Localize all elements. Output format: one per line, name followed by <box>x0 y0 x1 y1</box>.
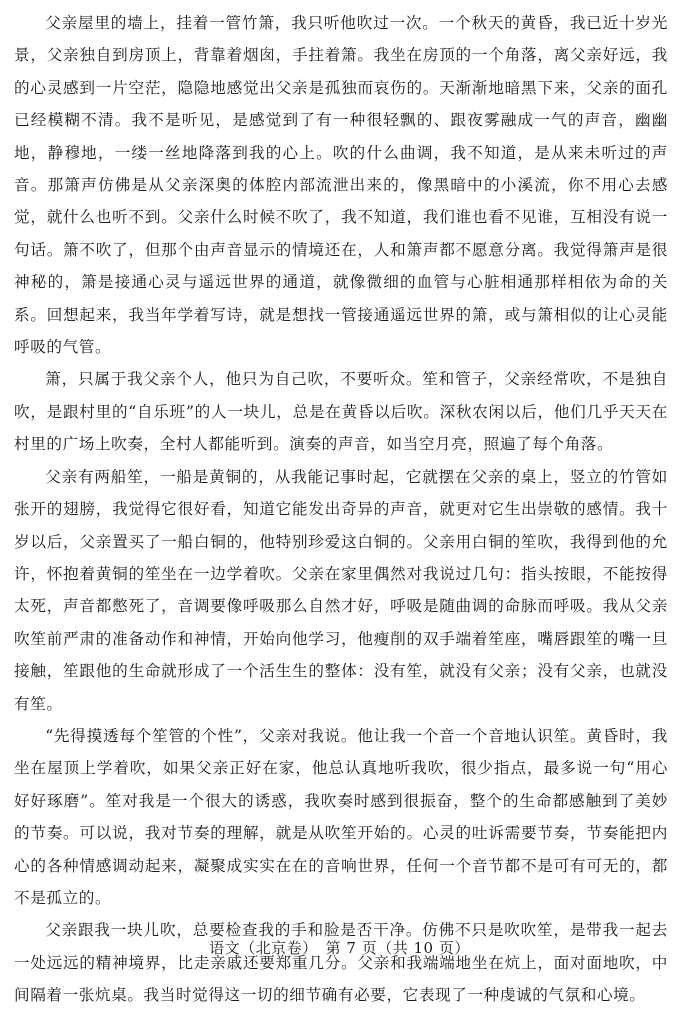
paragraph-1: 父亲屋里的墙上，挂着一管竹箫，我只听他吹过一次。一个秋天的黄昏，我已近十岁光景，父亲独自到房顶上，背靠着烟囱，手拄着箫。我坐在房顶的一个角落，离父亲好远，我的心灵感到一片空茫，隐隐地感觉出父亲是孤独而哀伤的。天渐渐地暗黑下来，父亲的面孔已经模糊不清。我不是听见，是感觉到了有一种很轻飘的、跟夜雾融成一气的声音，幽幽地，静穆地，一缕一丝地降落到我的心上。吹的什么曲调，我不知道，是从来未听过的声音。那箫声仿佛是从父亲深奥的体腔内部流泄出来的，像黑暗中的小溪流，你不用心去感觉，就什么也听不到。父亲什么时候不吹了，我不知道，我们谁也看不见谁，互相没有说一句话。箫不吹了，但那个由声音显示的情境还在，人和箫声都不愿意分离。我觉得箫声是很神秘的，箫是接通心灵与遥远世界的通道，就像微细的血管与心脏相通那样相依为命的关系。回想起来，我当年学着写诗，就是想找一管接通遥远世界的箫，或与箫相似的让心灵能呼吸的气管。 <box>14 14 668 357</box>
paragraph-2: 箫，只属于我父亲个人，他只为自己吹，不要听众。笙和管子，父亲经常吹，不是独自吹，是跟村里的“自乐班”的人一块儿，总是在黄昏以后吹。深秋农闲以后，他们几乎天天在村里的广场上吹奏，全村人都能听到。演奏的声音，如当空月亮，照遍了每个角落。 <box>14 370 668 454</box>
page-footer: 语文（北京卷） 第 7 页（共 10 页） <box>209 939 470 957</box>
article-body <box>14 7 668 1012</box>
paragraph-4: “先得摸透每个笙管的个性”，父亲对我说。他让我一个音一个音地认识笙。黄昏时，我坐在屋顶上学着吹，如果父亲正好在家，他总认真地听我吹，很少指点，最多说一句“用心好好琢磨”。笙对我是一个很大的诱惑，我吹奏时感到很振奋，整个的生命都感触到了美妙的节奏。可以说，我对节奏的理解，就是从吹笙开始的。心灵的吐诉需要节奏，节奏能把内心的各种情感调动起来，凝聚成实实在在的音响世界，任何一个音节都不是可有可无的，都不是孤立的。 <box>14 726 668 907</box>
paragraph-5: 父亲跟我一块儿吹，总要检查我的手和脸是否干净。仿佛不只是吹吹笙，是带我一起去一处远远的精神境界，比走亲戚还要郑重几分。父亲和我端端地坐在炕上，面对面地吹，中间隔着一张炕桌。我当时觉得这一切的细节确有必要，它表现了一种虔诚的气氛和心境。 <box>14 921 668 1005</box>
paragraph-3: 父亲有两船笙，一船是黄铜的，从我能记事时起，它就摆在父亲的桌上，竖立的竹管如张开的翅膀，我觉得它很好看，知道它能发出奇异的声音，就更对它生出崇敬的感情。我十岁以后，父亲置买了一船白铜的，他特别珍爱这白铜的。父亲用白铜的笙吹，我得到他的允许，怀抱着黄铜的笙坐在一边学着吹。父亲在家里偶然对我说过几句：指头按眼，不能按得太死，声音都憋死了，音调要像呼吸那么自然才好，呼吸是随曲调的命脉而呼吸。我从父亲吹笙前严肃的准备动作和神情，开始向他学习，他瘦削的双手端着笙座，嘴唇跟笙的嘴一旦接触，笙跟他的生命就形成了一个活生生的整体：没有笙，就没有父亲；没有父亲，也就没有笙。 <box>14 467 668 713</box>
